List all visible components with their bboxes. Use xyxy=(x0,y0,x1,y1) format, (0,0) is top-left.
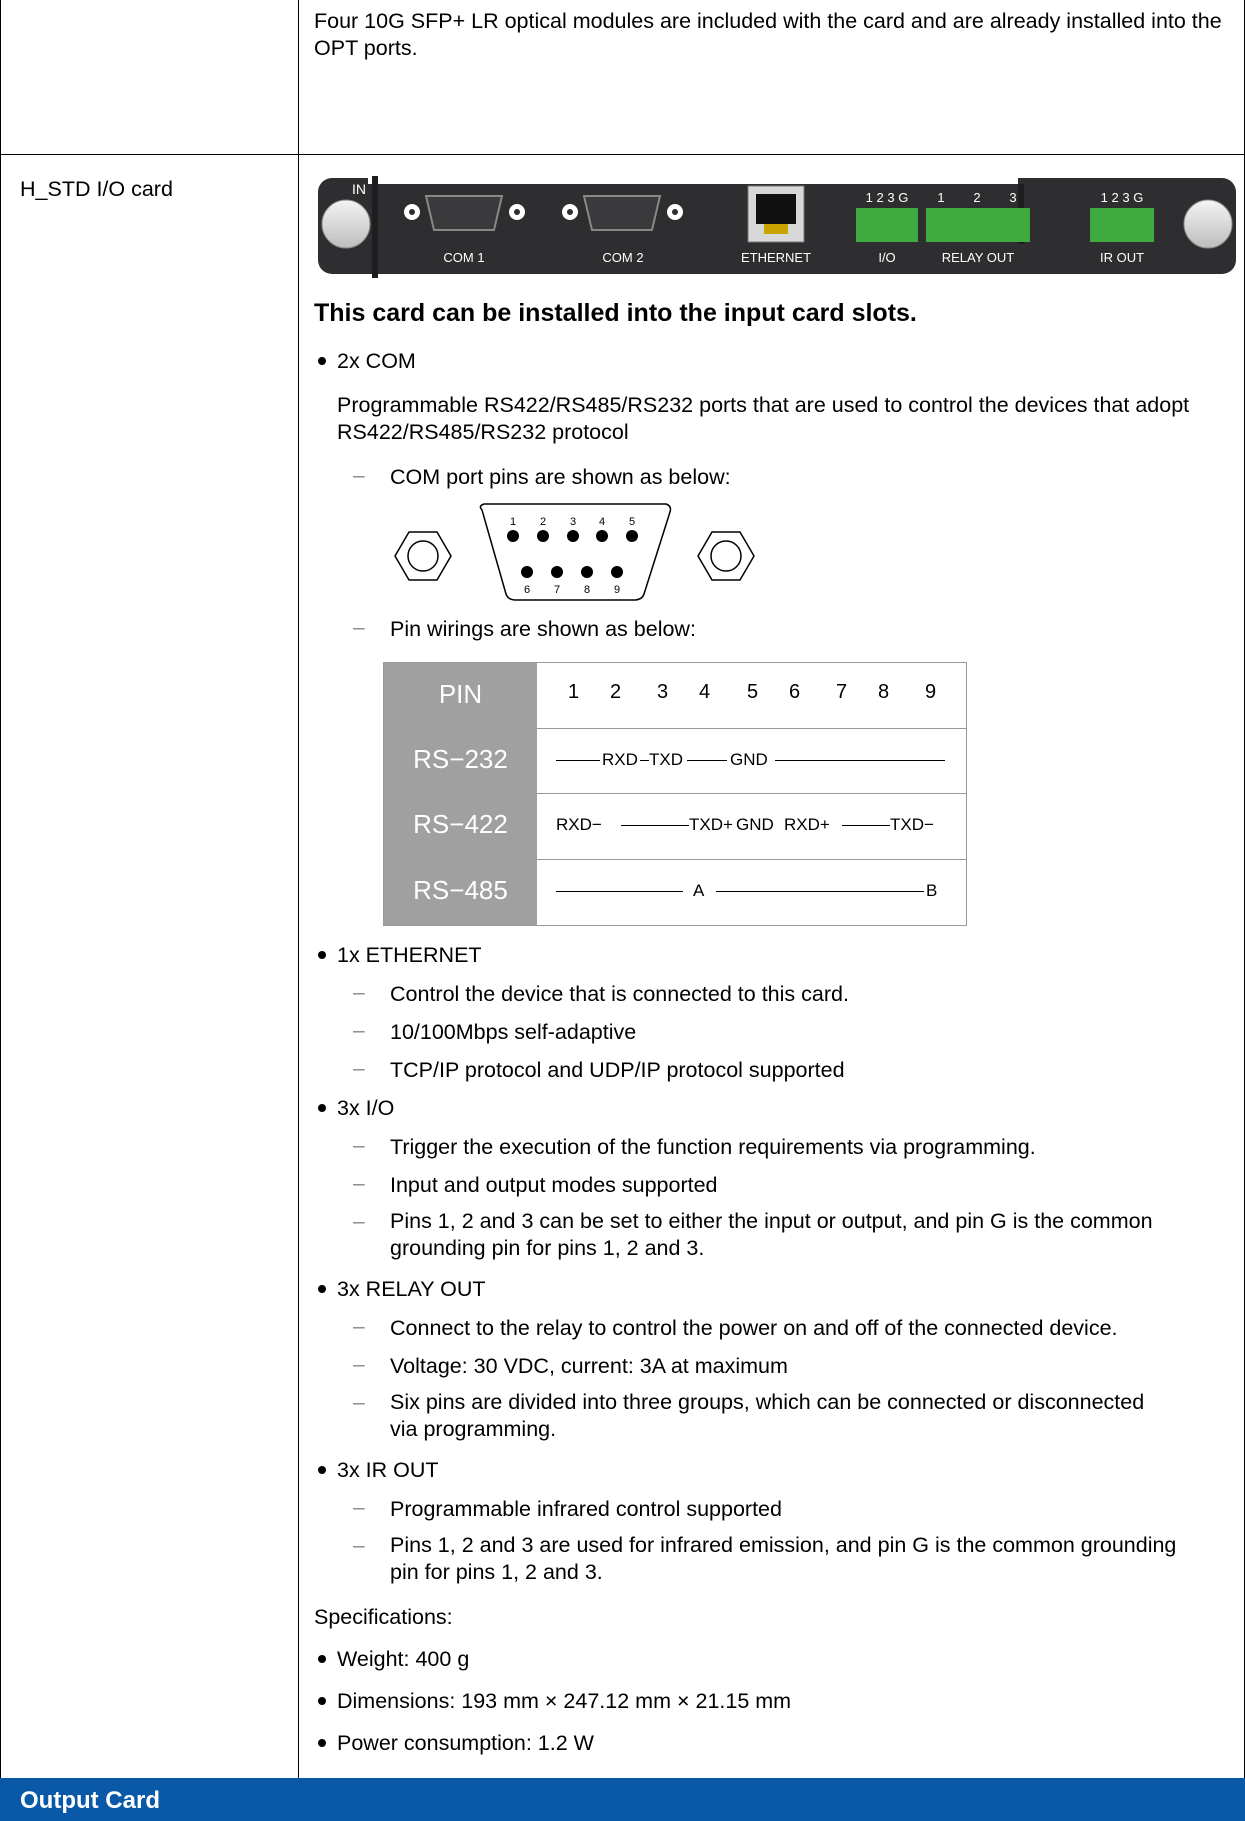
io-item: Pins 1, 2 and 3 can be set to either the input or output, and pin G is the common grounding pin for pins 1, 2 and 3. xyxy=(390,1209,1153,1260)
com-wiring-note: Pin wirings are shown as below: xyxy=(390,617,696,641)
rs422-signal: RXD− xyxy=(556,815,602,834)
wire-line xyxy=(621,825,689,826)
pin-number: 7 xyxy=(836,681,848,703)
db9-pin-3: 3 xyxy=(569,516,577,528)
ethernet-item: Control the device that is connected to this card. xyxy=(390,982,849,1006)
panel-ethernet-label: ETHERNET xyxy=(740,250,812,265)
pin-number: 1 xyxy=(568,681,580,703)
spec-item: Dimensions: 193 mm × 247.12 mm × 21.15 mm xyxy=(337,1689,792,1713)
relay-title: 3x RELAY OUT xyxy=(337,1277,486,1301)
pin-number: 6 xyxy=(789,681,801,703)
rs485-signal: B xyxy=(926,881,938,900)
row-divider xyxy=(0,154,1245,155)
wire-line xyxy=(556,760,600,761)
db9-connector-diagram xyxy=(392,500,764,608)
panel-relay-pin-3: 3 xyxy=(1009,190,1017,205)
spec-item: Power consumption: 1.2 W xyxy=(337,1731,594,1755)
panel-ir-pins: 1 2 3 G xyxy=(1100,190,1144,205)
pin-number: 9 xyxy=(925,681,937,703)
pin-number: 5 xyxy=(747,681,759,703)
rs422-signal: GND xyxy=(736,815,774,834)
panel-io-pins: 1 2 3 G xyxy=(865,190,909,205)
rs232-signal: GND xyxy=(730,750,768,769)
panel-ir-label: IR OUT xyxy=(1099,250,1145,265)
rs232-signal: TXD xyxy=(649,750,683,769)
rs422-signal: TXD− xyxy=(890,815,934,834)
dash-marker: – xyxy=(353,981,365,1004)
pin-row-name-rs422: RS−422 xyxy=(413,809,508,839)
spec-item: Weight: 400 g xyxy=(337,1647,470,1671)
panel-relay-label: RELAY OUT xyxy=(941,250,1015,265)
rs485-signal: A xyxy=(693,881,705,900)
dash-marker: – xyxy=(353,1534,365,1557)
db9-pin-8: 8 xyxy=(583,584,591,596)
ethernet-item: 10/100Mbps self-adaptive xyxy=(390,1020,637,1044)
com-pins-note: COM port pins are shown as below: xyxy=(390,465,731,489)
ir-item: Programmable infrared control supported xyxy=(390,1497,782,1521)
pin-table-row-line xyxy=(537,728,966,729)
ethernet-title: 1x ETHERNET xyxy=(337,943,482,967)
relay-item: Connect to the relay to control the power on and off of the connected device. xyxy=(390,1316,1118,1340)
panel-in-label: IN xyxy=(352,181,366,197)
panel-relay-pin-2: 2 xyxy=(973,190,981,205)
card-heading: This card can be installed into the input card slots. xyxy=(314,299,917,327)
intro-text: Four 10G SFP+ LR optical modules are included with the card and are already installed into the OPT ports. xyxy=(314,9,1222,60)
ethernet-item: TCP/IP protocol and UDP/IP protocol supported xyxy=(390,1058,845,1082)
panel-com2-label: COM 2 xyxy=(602,250,644,265)
rs422-signal: RXD+ xyxy=(784,815,830,834)
pin-number: 2 xyxy=(610,681,622,703)
pin-number: 4 xyxy=(699,681,711,703)
io-title: 3x I/O xyxy=(337,1096,395,1120)
pin-row-name-rs232: RS−232 xyxy=(413,744,508,774)
db9-pin-5: 5 xyxy=(628,516,636,528)
panel-relay-pin-1: 1 xyxy=(937,190,945,205)
pin-number: 3 xyxy=(657,681,669,703)
dash-marker: – xyxy=(353,1210,365,1233)
pin-wiring-table xyxy=(383,662,967,926)
relay-item: Voltage: 30 VDC, current: 3A at maximum xyxy=(390,1354,788,1378)
column-divider xyxy=(298,0,299,1778)
pin-table-head: PIN xyxy=(438,679,483,709)
rs232-signal: RXD xyxy=(602,750,638,769)
rs422-signal: TXD+ xyxy=(689,815,733,834)
panel-com1-label: COM 1 xyxy=(443,250,485,265)
specs-title: Specifications: xyxy=(314,1605,453,1629)
io-item: Input and output modes supported xyxy=(390,1173,718,1197)
com-description: Programmable RS422/RS485/RS232 ports that are used to control the devices that adopt RS422/RS485/RS232 protocol xyxy=(337,393,1190,444)
db9-pin-2: 2 xyxy=(539,516,547,528)
dash-marker: – xyxy=(353,1353,365,1376)
section-header-bar xyxy=(0,1778,1245,1821)
section-header-title: Output Card xyxy=(20,1787,160,1814)
left-border xyxy=(0,0,1,1778)
dash-marker: – xyxy=(353,1496,365,1519)
dash-marker: – xyxy=(353,1172,365,1195)
pin-row-name-rs485: RS−485 xyxy=(413,875,508,905)
dash-marker: – xyxy=(353,1019,365,1042)
dash-marker: – xyxy=(353,1057,365,1080)
wire-line xyxy=(640,760,649,761)
wire-line xyxy=(556,891,683,892)
db9-pin-7: 7 xyxy=(553,584,561,596)
wire-line xyxy=(716,891,924,892)
pin-table-row-line xyxy=(537,793,966,794)
com-title: 2x COM xyxy=(337,349,416,373)
db9-pin-4: 4 xyxy=(598,516,606,528)
wire-line xyxy=(775,760,945,761)
dash-marker: – xyxy=(353,1134,365,1157)
db9-pin-9: 9 xyxy=(613,584,621,596)
pin-table-row-line xyxy=(537,859,966,860)
dash-marker: – xyxy=(353,464,365,487)
db9-pin-1: 1 xyxy=(509,516,517,528)
ir-title: 3x IR OUT xyxy=(337,1458,439,1482)
row-label: H_STD I/O card xyxy=(20,177,173,201)
io-card-panel-image xyxy=(318,176,1236,278)
ir-item: Pins 1, 2 and 3 are used for infrared emission, and pin G is the common grounding pin for pins 1, 2 and 3. xyxy=(390,1533,1177,1584)
wire-line xyxy=(687,760,727,761)
db9-pin-6: 6 xyxy=(523,584,531,596)
pin-number: 8 xyxy=(878,681,890,703)
relay-item: Six pins are divided into three groups, which can be connected or disconnected via programming. xyxy=(390,1390,1145,1441)
io-item: Trigger the execution of the function requirements via programming. xyxy=(390,1135,1036,1159)
wire-line xyxy=(842,825,890,826)
dash-marker: – xyxy=(353,1315,365,1338)
dash-marker: – xyxy=(353,616,365,639)
dash-marker: – xyxy=(353,1391,365,1414)
panel-io-label: I/O xyxy=(878,250,896,265)
